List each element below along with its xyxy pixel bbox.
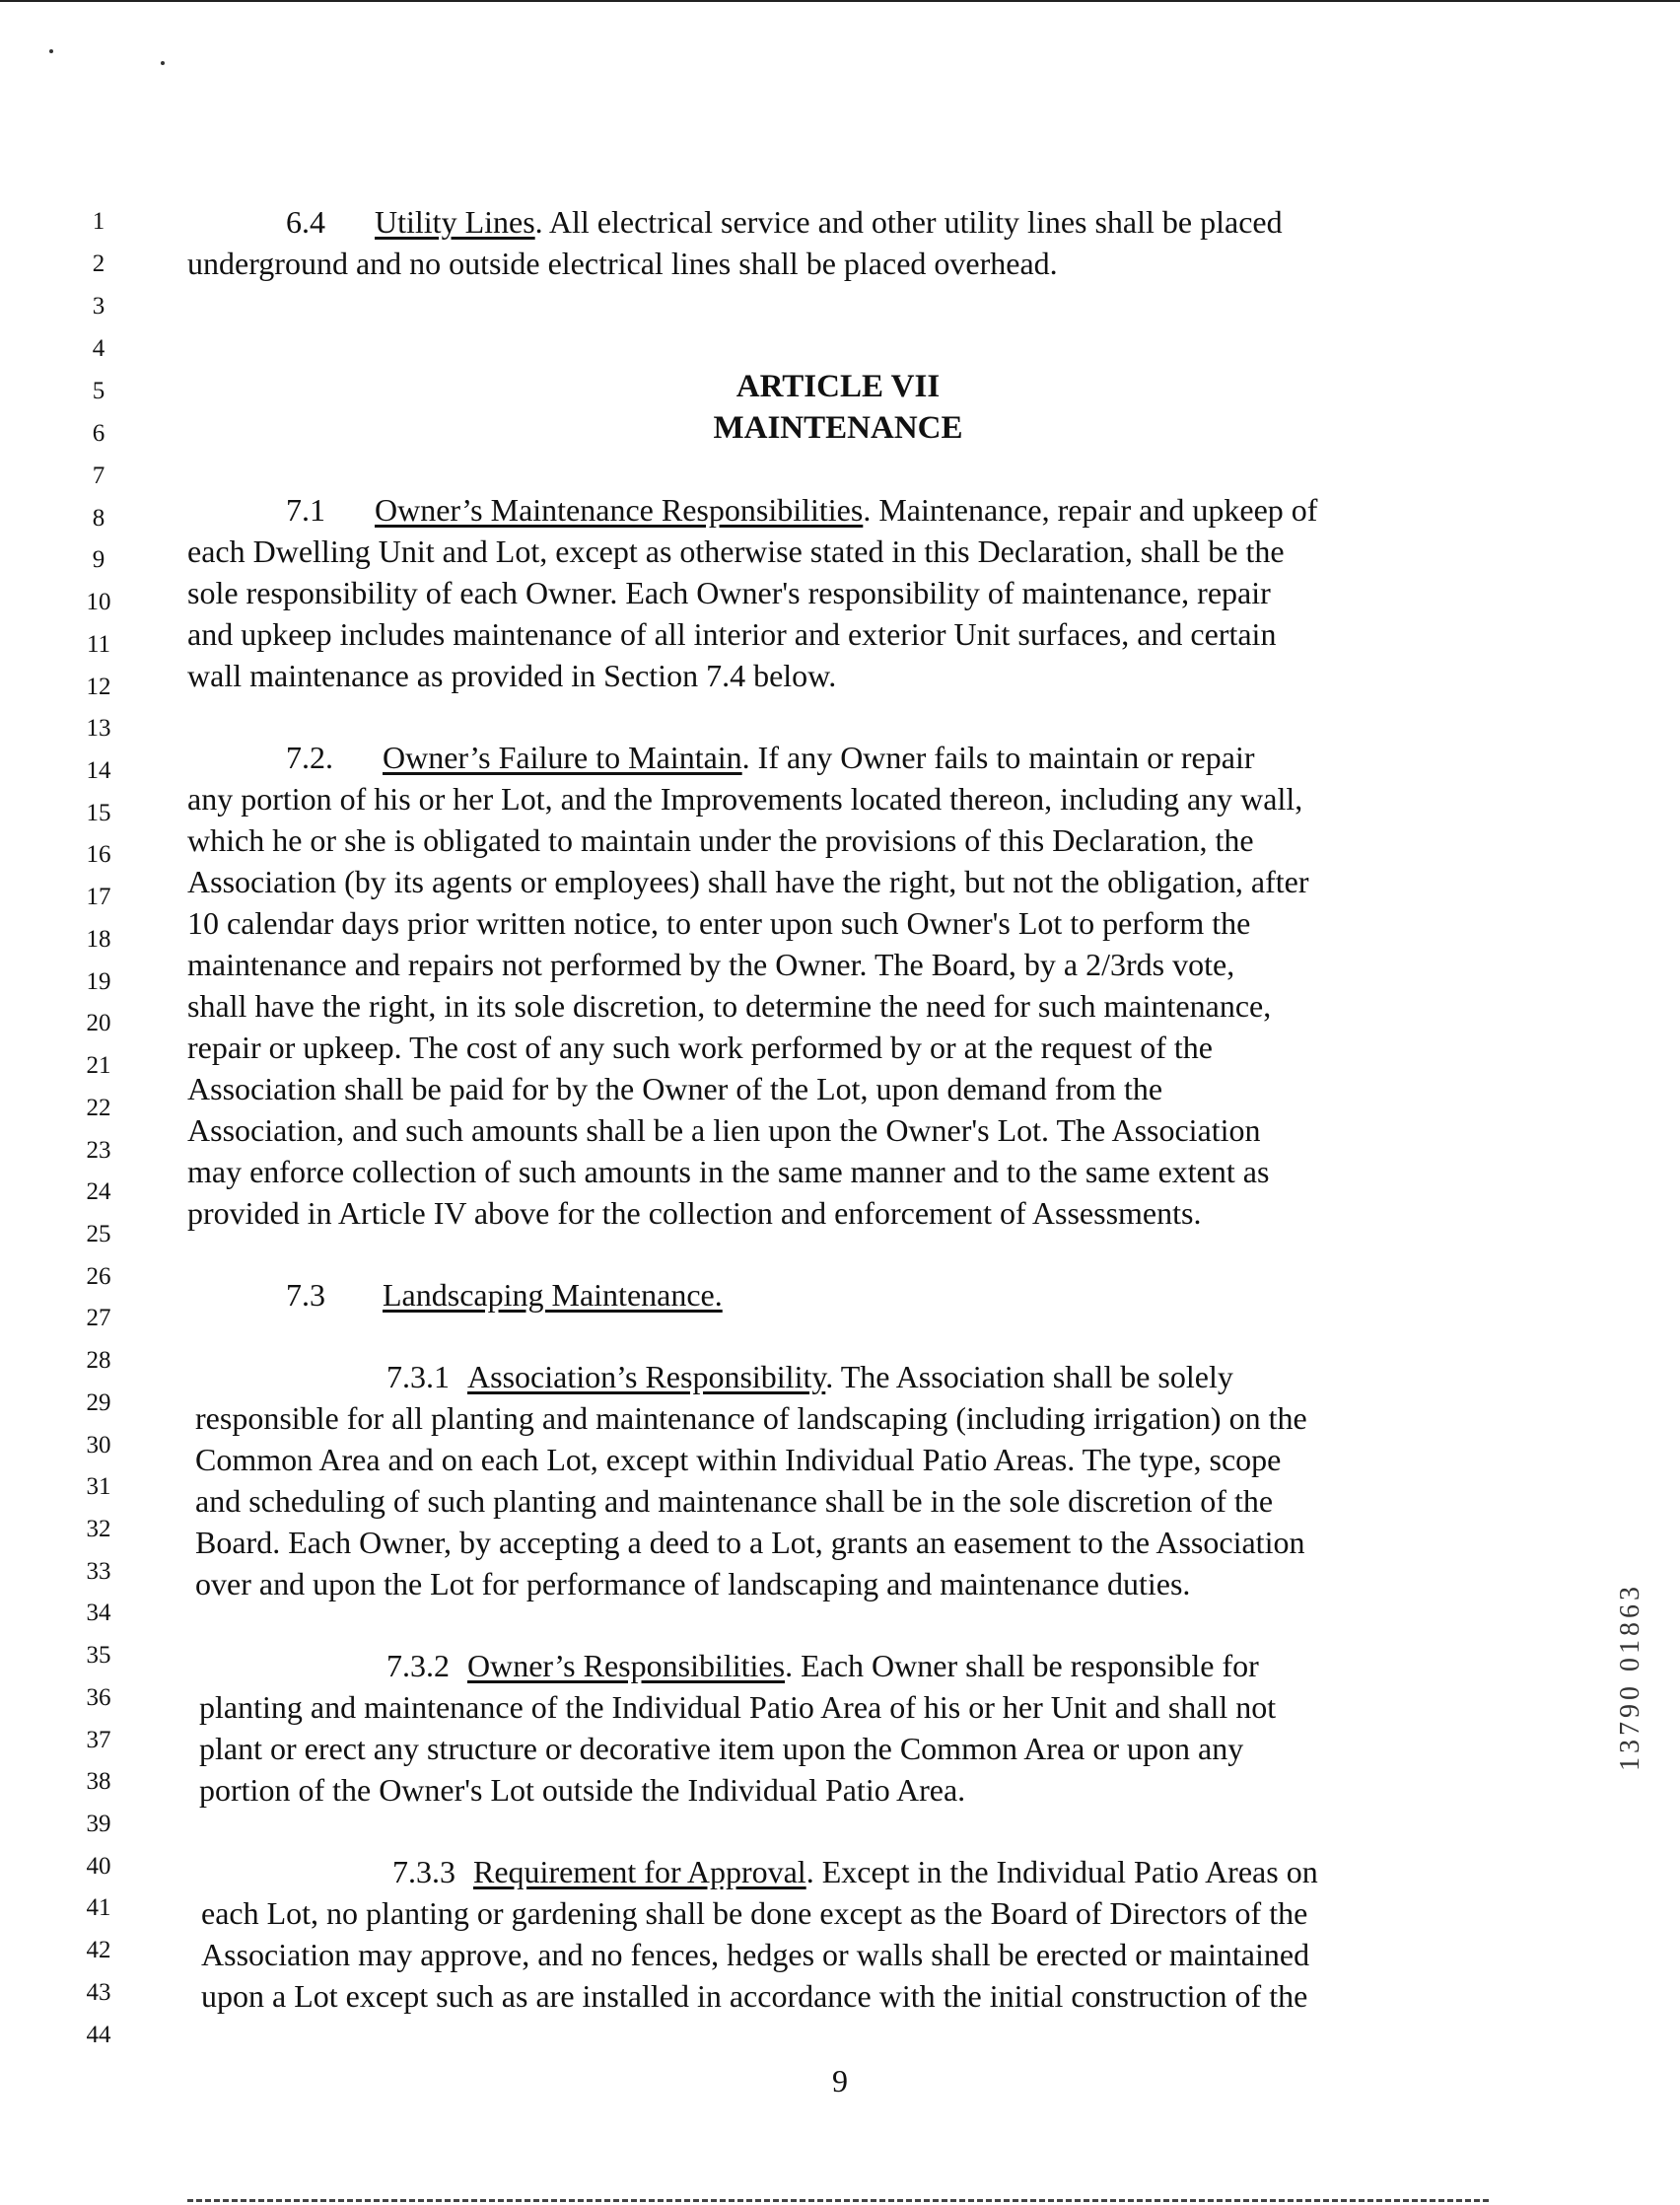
- line-number: 8: [92, 505, 105, 532]
- line-number: 1: [92, 208, 105, 235]
- top-border: [0, 0, 1680, 2]
- line-number: 13: [86, 715, 111, 742]
- section-7-1-line-2: each Dwelling Unit and Lot, except as otherwise stated in this Declaration, shall be the: [187, 533, 1285, 569]
- section-number: 7.3: [286, 1277, 325, 1313]
- section-7-2-line-2: any portion of his or her Lot, and the Improvements located thereon, including any wall,: [187, 781, 1303, 817]
- line-number: 18: [86, 926, 111, 953]
- bottom-border: [187, 2199, 1489, 2202]
- line-number: 4: [92, 335, 105, 362]
- section-7-3-2-line-2: planting and maintenance of the Individual Patio Area of his or her Unit and shall not: [199, 1689, 1277, 1725]
- line-number: 2: [92, 250, 105, 277]
- scan-speck: [49, 49, 53, 53]
- section-7-3-3-line-2: each Lot, no planting or gardening shall be done except as the Board of Directors of the: [201, 1895, 1308, 1931]
- section-7-3-2-line-1: 7.3.2 Owner’s Responsibilities. Each Owner shall be responsible for: [386, 1648, 1259, 1683]
- section-title: Owner’s Responsibilities: [467, 1648, 786, 1683]
- line-number: 19: [86, 968, 111, 995]
- section-7-3-1-line-6: over and upon the Lot for performance of landscaping and maintenance duties.: [195, 1566, 1191, 1601]
- line-number: 33: [86, 1558, 111, 1585]
- line-number: 39: [86, 1811, 111, 1837]
- line-number: 10: [86, 589, 111, 615]
- line-number: 6: [92, 420, 105, 447]
- section-7-1-line-4: and upkeep includes maintenance of all interior and exterior Unit surfaces, and certain: [187, 616, 1277, 652]
- section-7-2-line-4: Association (by its agents or employees) shall have the right, but not the obligation, after: [187, 864, 1309, 899]
- section-7-2-line-7: shall have the right, in its sole discretion, to determine the need for such maintenance,: [187, 988, 1272, 1024]
- section-7-3: [286, 1275, 723, 1315]
- line-number: 31: [86, 1473, 111, 1500]
- article-title: MAINTENANCE: [713, 410, 963, 446]
- section-7-1-line-1: 7.1 Owner’s Maintenance Responsibilities. Maintenance, repair and upkeep of: [286, 492, 1318, 528]
- section-number: 7.3.2: [386, 1648, 450, 1683]
- line-number: 14: [86, 757, 111, 784]
- section-7-3-1-line-1: 7.3.1 Association’s Responsibility. The Association shall be solely: [386, 1359, 1233, 1394]
- line-number: 28: [86, 1347, 111, 1374]
- section-7-2-line-1: 7.2. Owner’s Failure to Maintain. If any Owner fails to maintain or repair: [286, 740, 1255, 775]
- section-title: Owner’s Maintenance Responsibilities: [375, 492, 864, 528]
- section-7-1-line-3: sole responsibility of each Owner. Each Owner's responsibility of maintenance, repair: [187, 575, 1271, 610]
- line-number: 9: [92, 546, 105, 573]
- page-number: 9: [832, 2063, 848, 2098]
- section-7-3-3-line-1: 7.3.3 Requirement for Approval. Except in the Individual Patio Areas on: [392, 1854, 1318, 1889]
- section-number: 6.4: [286, 204, 325, 240]
- line-number: 26: [86, 1263, 111, 1290]
- section-7-3-3-line-4: upon a Lot except such as are installed in accordance with the initial construction of the: [201, 1978, 1308, 2014]
- line-number: 15: [86, 800, 111, 826]
- line-number: 20: [86, 1010, 111, 1036]
- section-title: Landscaping Maintenance.: [383, 1277, 723, 1313]
- line-number: 27: [86, 1305, 111, 1331]
- line-number: 12: [86, 674, 111, 700]
- line-number: 16: [86, 841, 111, 868]
- section-7-2-line-11: may enforce collection of such amounts in the same manner and to the same extent as: [187, 1154, 1270, 1189]
- section-number: 7.3.1: [386, 1359, 450, 1394]
- line-number: 44: [86, 2022, 111, 2048]
- section-7-2-line-9: Association shall be paid for by the Owner of the Lot, upon demand from the: [187, 1071, 1163, 1106]
- line-number: 30: [86, 1432, 111, 1458]
- section-title: Association’s Responsibility: [467, 1359, 826, 1394]
- line-number: 43: [86, 1979, 111, 2006]
- section-title: Utility Lines: [375, 204, 535, 240]
- section-7-2-line-3: which he or she is obligated to maintain under the provisions of this Declaration, the: [187, 822, 1254, 858]
- section-title: Owner’s Failure to Maintain: [383, 740, 742, 775]
- section-7-3-3-line-3: Association may approve, and no fences, hedges or walls shall be erected or maintained: [201, 1937, 1310, 1972]
- line-number: 32: [86, 1516, 111, 1542]
- section-number: 7.3.3: [392, 1854, 455, 1889]
- section-number: 7.1: [286, 492, 325, 528]
- line-number: 22: [86, 1095, 111, 1121]
- section-7-3-1-line-2: responsible for all planting and maintenance of landscaping (including irrigation) on the: [195, 1400, 1307, 1436]
- line-number: 42: [86, 1937, 111, 1963]
- line-number: 25: [86, 1221, 111, 1247]
- line-number: 7: [92, 462, 105, 489]
- section-title: Requirement for Approval: [473, 1854, 806, 1889]
- line-number: 36: [86, 1684, 111, 1711]
- scan-speck: [161, 61, 165, 65]
- line-number: 21: [86, 1052, 111, 1079]
- line-number: 35: [86, 1642, 111, 1669]
- line-number: 5: [92, 378, 105, 404]
- section-7-3-1-line-5: Board. Each Owner, by accepting a deed to a Lot, grants an easement to the Association: [195, 1525, 1305, 1560]
- recording-stamp: 13790 01863: [1615, 1583, 1645, 1771]
- article-number: ARTICLE VII: [735, 369, 941, 404]
- section-7-2-line-6: maintenance and repairs not performed by the Owner. The Board, by a 2/3rds vote,: [187, 947, 1235, 982]
- line-number: 24: [86, 1178, 111, 1205]
- section-6-4-line-2: underground and no outside electrical lines shall be placed overhead.: [187, 246, 1058, 281]
- line-number: 23: [86, 1137, 111, 1164]
- section-7-3-2-line-3: plant or erect any structure or decorative item upon the Common Area or upon any: [199, 1731, 1244, 1766]
- section-7-1-line-5: wall maintenance as provided in Section 7.4 below.: [187, 658, 837, 693]
- line-number: 34: [86, 1600, 111, 1626]
- line-number: 11: [86, 631, 111, 658]
- line-number: 40: [86, 1853, 111, 1880]
- section-7-2-line-10: Association, and such amounts shall be a lien upon the Owner's Lot. The Association: [187, 1112, 1261, 1148]
- line-number: 29: [86, 1389, 111, 1416]
- section-7-3-1-line-3: Common Area and on each Lot, except within Individual Patio Areas. The type, scope: [195, 1442, 1282, 1477]
- section-7-3-1-line-4: and scheduling of such planting and maintenance shall be in the sole discretion of the: [195, 1483, 1274, 1519]
- line-number: 41: [86, 1894, 111, 1921]
- section-7-3-2-line-4: portion of the Owner's Lot outside the Individual Patio Area.: [199, 1772, 966, 1808]
- line-number: 3: [92, 293, 105, 320]
- section-7-2-line-8: repair or upkeep. The cost of any such work performed by or at the request of the: [187, 1030, 1213, 1065]
- section-7-2-line-12: provided in Article IV above for the collection and enforcement of Assessments.: [187, 1195, 1202, 1231]
- line-number: 17: [86, 884, 111, 910]
- line-number: 37: [86, 1727, 111, 1753]
- section-6-4-line-1: 6.4 Utility Lines. All electrical service and other utility lines shall be placed: [286, 204, 1283, 240]
- section-7-2-line-5: 10 calendar days prior written notice, to enter upon such Owner's Lot to perform the: [187, 905, 1251, 941]
- line-number: 38: [86, 1768, 111, 1795]
- section-number: 7.2.: [286, 740, 333, 775]
